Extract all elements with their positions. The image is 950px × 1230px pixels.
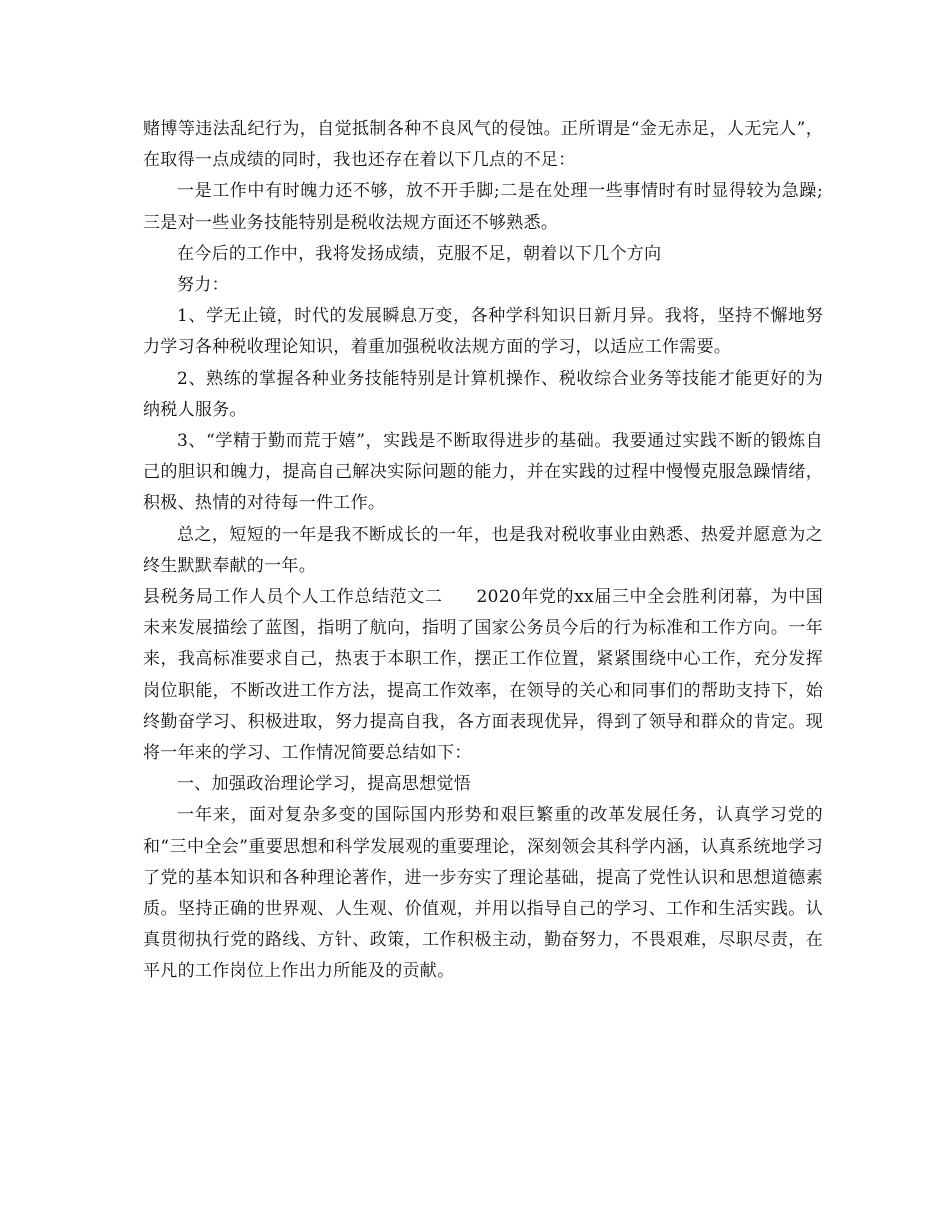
- paragraph-5: 1、学无止镜，时代的发展瞬息万变，各种学科知识日新月异。我将，坚持不懈地努力学习各种税收理论知识，着重加强税收法规方面的学习，以适应工作需要。: [143, 306, 823, 358]
- section-two-opening: 2020年党的xx届三中全会胜利闭幕，为中国未来发展描绘了蓝图，指明了航向，指明了国家公务员今后的行为标准和工作方向。一年来，我高标准要求自己，热衷于本职工作，摆正工作位置，紧紧围绕中心工作，充分发挥岗位职能，不断改进工作方法，提高工作效率，在领导的关心和同事们的帮助支持下，始终勤奋学习、积极进取，努力提高自我，各方面表现优异，得到了领导和群众的肯定。现将一年来的学习、工作情况简要总结如下：: [143, 587, 823, 764]
- section-two-title: 县税务局工作人员个人工作总结范文二: [143, 587, 443, 608]
- section-heading-1: 一、加强政治理论学习，提高思想觉悟: [177, 774, 472, 795]
- section-two-paragraph: [143, 582, 823, 769]
- document-body: [143, 114, 823, 988]
- paragraph-4: 努力：: [177, 275, 229, 296]
- paragraph-7: 3、“学精于勤而荒于嬉”，实践是不断取得进步的基础。我要通过实践不断的锻炼自己的胆识和魄力，提高自己解决实际问题的能力，并在实践的过程中慢慢克服急躁情绪，积极、热情的对待每一件工作。: [143, 431, 823, 514]
- paragraph-6: 2、熟练的掌握各种业务技能特别是计算机操作、税收综合业务等技能才能更好的为纳税人服务。: [143, 368, 823, 420]
- paragraph-9: 一年来，面对复杂多变的国际国内形势和艰巨繁重的改革发展任务，认真学习党的和“三中全会”重要思想和科学发展观的重要理论，深刻领会其科学内涵，认真系统地学习了党的基本知识和各种理论著作，进一步夯实了理论基础，提高了党性认识和思想道德素质。坚持正确的世界观、人生观、价值观，并用以指导自己的学习、工作和生活实践。认真贯彻执行党的路线、方针、政策，工作积极主动，勤奋努力，不畏艰难，尽职尽责，在平凡的工作岗位上作出力所能及的贡献。: [143, 805, 823, 982]
- paragraph-3: 在今后的工作中，我将发扬成绩，克服不足，朝着以下几个方向: [177, 243, 662, 264]
- paragraph-1: 赌博等违法乱纪行为，自觉抵制各种不良风气的侵蚀。正所谓是“金无赤足，人无完人”，在取得一点成绩的同时，我也还存在着以下几点的不足：: [143, 119, 823, 171]
- paragraph-8: 总之，短短的一年是我不断成长的一年，也是我对税收事业由熟悉、热爱并愿意为之终生默默奉献的一年。: [143, 524, 823, 576]
- paragraph-2: 一是工作中有时魄力还不够，放不开手脚;二是在处理一些事情时有时显得较为急躁;三是对一些业务技能特别是税收法规方面还不够熟悉。: [143, 181, 823, 233]
